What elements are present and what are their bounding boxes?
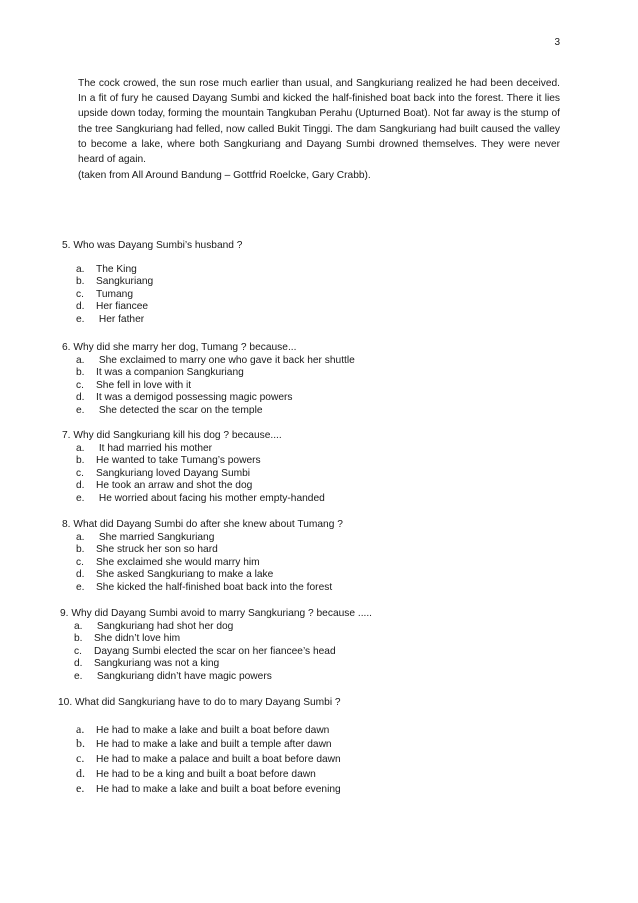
option-b (76, 455, 325, 468)
option-a (76, 723, 341, 738)
option-letter: e. (76, 313, 85, 325)
option-a (76, 443, 325, 456)
option-text: She kicked the half-finished boat back into the forest (96, 581, 333, 593)
option-text: He had to make a palace and built a boat before dawn (96, 754, 341, 766)
option-letter: b. (74, 633, 83, 645)
option-text: She asked Sangkuriang to make a lake (96, 569, 274, 581)
option-letter: b. (76, 276, 85, 288)
option-letter: a. (76, 721, 85, 736)
option-c (76, 752, 341, 767)
option-letter: e. (76, 492, 85, 504)
option-text: Sangkuriang (96, 276, 154, 288)
option-e (76, 405, 355, 418)
question-text: 6. Why did she marry her dog, Tumang ? because... (62, 342, 297, 353)
option-e (76, 582, 343, 595)
option-d (76, 392, 355, 405)
option-e (74, 671, 372, 684)
option-b (76, 544, 343, 557)
option-text: She struck her son so hard (96, 544, 218, 556)
option-text: He had to make a lake and built a boat before evening (96, 783, 341, 795)
option-e (76, 782, 341, 797)
option-text: She exclaimed she would marry him (96, 556, 260, 568)
option-letter: b. (76, 455, 85, 467)
page-number: 3 (554, 37, 560, 48)
question-text: 10. What did Sangkuriang have to do to mary Dayang Sumbi ? (58, 697, 341, 708)
option-letter: d. (76, 569, 85, 581)
question-9 (60, 608, 372, 684)
option-text: She fell in love with it (96, 379, 192, 391)
option-text: It was a demigod possessing magic powers (96, 392, 293, 404)
option-b (76, 737, 341, 752)
question-text: 5. Who was Dayang Sumbi’s husband ? (62, 240, 243, 251)
option-letter: a. (76, 354, 85, 366)
option-d (76, 480, 325, 493)
option-letter: c. (76, 379, 84, 391)
question-6 (62, 342, 355, 418)
option-text: He had to make a lake and built a temple after dawn (96, 739, 332, 751)
option-d (76, 569, 343, 582)
option-text: The King (96, 263, 137, 275)
option-text: He took an arraw and shot the dog (96, 480, 253, 492)
option-a (76, 264, 242, 277)
option-letter: b. (76, 367, 85, 379)
option-letter: d. (76, 765, 85, 780)
option-text: He had to make a lake and built a boat before dawn (96, 724, 330, 736)
option-d (76, 767, 341, 782)
question-text: 8. What did Dayang Sumbi do after she knew about Tumang ? (62, 519, 343, 530)
option-text: He worried about facing his mother empty-handed (96, 492, 325, 504)
option-letter: e. (76, 404, 85, 416)
option-c (76, 380, 355, 393)
option-text: Sangkuriang loved Dayang Sumbi (96, 467, 251, 479)
option-text: Sangkuriang had shot her dog (94, 620, 234, 632)
option-a (76, 355, 355, 368)
option-letter: b. (76, 736, 85, 751)
option-letter: a. (76, 442, 85, 454)
option-text: Sangkuriang didn’t have magic powers (94, 670, 272, 682)
option-c (74, 646, 372, 659)
option-letter: d. (76, 480, 85, 492)
option-letter: a. (74, 620, 83, 632)
option-text: He had to be a king and built a boat before dawn (96, 768, 316, 780)
option-d (76, 301, 242, 314)
option-text: It had married his mother (96, 442, 213, 454)
option-letter: d. (74, 658, 83, 670)
option-letter: c. (76, 467, 84, 479)
option-d (74, 658, 372, 671)
option-c (76, 289, 242, 302)
question-text: 9. Why did Dayang Sumbi avoid to marry Sangkuriang ? because ..... (60, 608, 373, 619)
option-text: Tumang (96, 288, 133, 300)
option-letter: e. (76, 581, 85, 593)
question-8 (62, 519, 343, 595)
option-text: Sangkuriang was not a king (94, 658, 220, 670)
option-letter: b. (76, 544, 85, 556)
question-7 (62, 430, 325, 506)
option-e (76, 314, 242, 327)
option-letter: c. (76, 751, 85, 766)
question-text: 7. Why did Sangkuriang kill his dog ? because.... (62, 430, 282, 441)
option-text: She married Sangkuriang (96, 531, 215, 543)
source-citation: (taken from All Around Bandung – Gottfrid Roelcke, Gary Crabb). (78, 170, 371, 181)
option-text: She didn’t love him (94, 633, 181, 645)
option-text: She detected the scar on the temple (96, 404, 263, 416)
option-a (76, 532, 343, 545)
option-b (76, 367, 355, 380)
option-letter: d. (76, 392, 85, 404)
option-text: Her father (96, 313, 145, 325)
option-e (76, 493, 325, 506)
option-letter: c. (76, 288, 84, 300)
option-letter: e. (74, 670, 83, 682)
option-c (76, 468, 325, 481)
option-letter: c. (74, 645, 82, 657)
option-letter: e. (76, 780, 85, 795)
option-letter: a. (76, 263, 85, 275)
option-text: He wanted to take Tumang’s powers (96, 455, 261, 467)
option-letter: c. (76, 556, 84, 568)
question-5 (62, 240, 242, 327)
option-text: It was a companion Sangkuriang (96, 367, 244, 379)
option-b (74, 633, 372, 646)
story-passage: The cock crowed, the sun rose much earlier than usual, and Sangkuriang realized he had been deceived. In a fit of fury he caused Dayang Sumbi and kicked the half-finished boat back into the forest. There it lies upside down today, forming the mountain Tangkuban Perahu (Upturned Boat). Not far away is the stump of the tree Sangkuriang had felled, now called Bukit Tinggi. The dam Sangkuriang had built caused the valley to become a lake, where both Sangkuriang and Dayang Sumbi drowned themselves. They were never heard of again. (78, 78, 560, 166)
option-text: Dayang Sumbi elected the scar on her fiancee’s head (94, 645, 336, 657)
option-a (74, 621, 372, 634)
question-10 (58, 697, 341, 797)
option-c (76, 557, 343, 570)
option-text: Her fiancee (96, 301, 149, 313)
option-b (76, 276, 242, 289)
option-letter: a. (76, 531, 85, 543)
option-text: She exclaimed to marry one who gave it back her shuttle (96, 354, 355, 366)
option-letter: d. (76, 301, 85, 313)
